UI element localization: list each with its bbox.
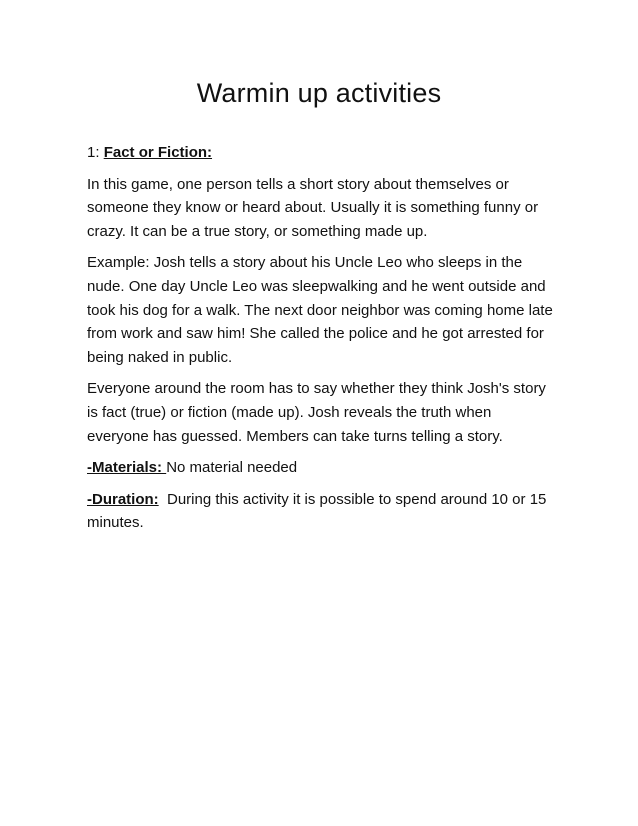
duration-label: -Duration: xyxy=(87,490,159,508)
activity-number: 1: xyxy=(87,144,100,161)
activity-heading xyxy=(87,141,557,165)
activity-rules: Everyone around the room has to say whether they think Josh's story is fact (true) or fiction (made up). Josh reveals the truth when everyone has guessed. Members can take turns telling a story. xyxy=(87,380,546,445)
duration-line xyxy=(87,488,557,535)
materials-line xyxy=(87,456,557,480)
duration-value: During this activity it is possible to spend around 10 or 15 minutes. xyxy=(87,490,547,532)
materials-label: -Materials: xyxy=(87,459,167,477)
activity-description: In this game, one person tells a short story about themselves or someone they know or heard about. Usually it is something funny or crazy. It can be a true story, or something made up. xyxy=(87,175,539,240)
materials-value: No material needed xyxy=(166,459,298,477)
activity-name: Fact or Fiction: xyxy=(103,144,213,161)
activity-example: Example: Josh tells a story about his Uncle Leo who sleeps in the nude. One day Uncle Leo was sleepwalking and he went outside and took his dog for a walk. The next door neighbor was coming home late from work and saw him! She called the police and he got arrested for being naked in public. xyxy=(87,254,553,366)
page-title: Warmin up activities xyxy=(196,78,442,108)
document-body xyxy=(87,141,557,543)
